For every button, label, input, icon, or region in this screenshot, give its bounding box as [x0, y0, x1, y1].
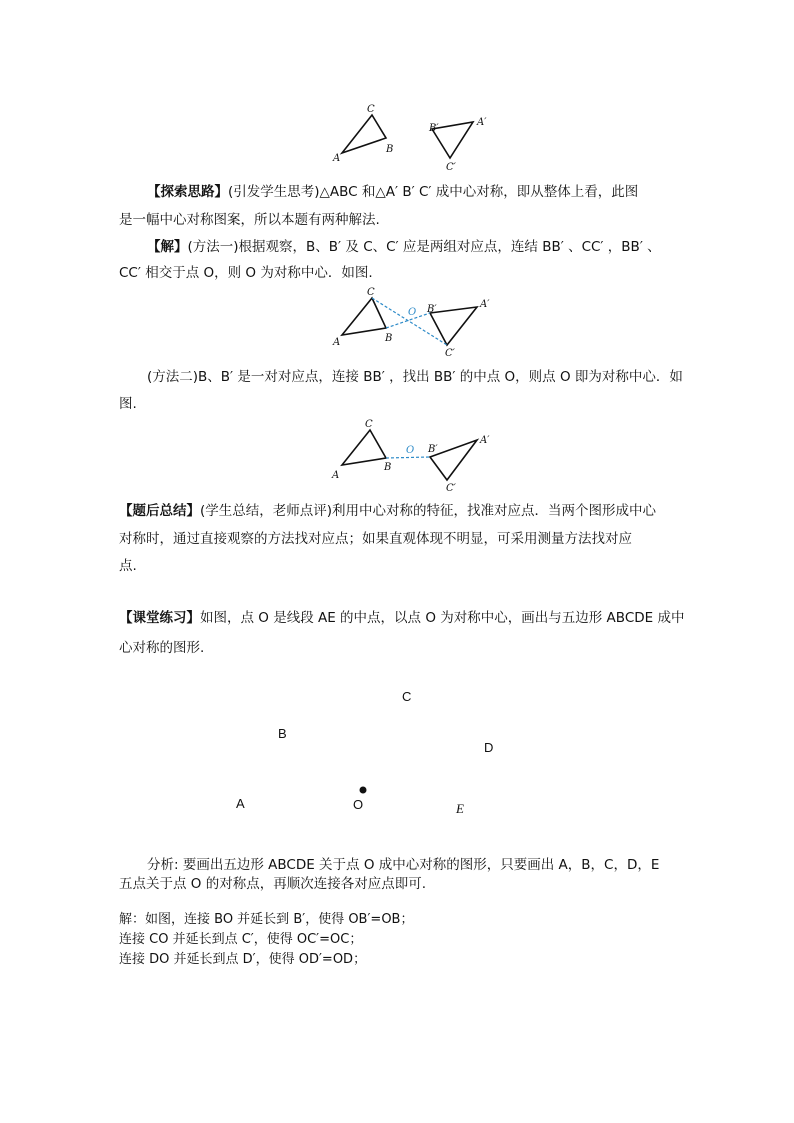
label-c-prime: C′	[446, 483, 456, 494]
point-b: B	[278, 726, 287, 741]
summary-heading: 【题后总结】	[119, 503, 200, 519]
summary-text: (学生总结，老师点评)利用中心对称的特征，找准对应点．当两个图形成中心	[200, 503, 657, 519]
answer-line-2: 连接 CO 并延长到点 C′，使得 OC′=OC；	[119, 932, 363, 947]
label-a: A	[333, 153, 341, 164]
label-a: A	[332, 470, 340, 481]
explore-heading: 【探索思路】	[147, 184, 228, 200]
solution-line-2: CC′ 相交于点 O，则 O 为对称中心．如图.	[119, 265, 373, 281]
label-a-prime: A′	[477, 117, 487, 128]
label-b-prime: B′	[427, 304, 437, 315]
practice-line-2: 心对称的图形.	[119, 640, 205, 656]
label-b: B	[385, 333, 393, 344]
solution-text: (方法一)根据观察，B、B′ 及 C、C′ 应是两组对应点，连结 BB′ 、CC′ ，BB′ 、	[187, 239, 661, 255]
method2-line-2: 图.	[119, 396, 137, 412]
label-o: O	[408, 307, 417, 318]
point-a: A	[236, 796, 245, 811]
analysis-line-1: 分析: 要画出五边形 ABCDE 关于点 O 成中心对称的图形，只要画出 A，B，C，D，E	[147, 857, 660, 873]
point-o: O	[353, 797, 364, 812]
summary-line-3: 点.	[119, 558, 137, 574]
label-c: C	[367, 287, 375, 298]
point-o-dot	[360, 787, 367, 794]
label-a: A	[333, 337, 341, 348]
solution-heading: 【解】	[147, 239, 188, 255]
analysis-line-2: 五点关于点 O 的对称点，再顺次连接各对应点即可.	[119, 876, 426, 892]
label-o: O	[406, 445, 415, 456]
answer-line-1: 解：如图，连接 BO 并延长到 B′，使得 OB′=OB；	[119, 912, 414, 927]
point-e: E	[456, 801, 464, 816]
label-b-prime: B′	[428, 444, 438, 455]
label-b-prime: B′	[429, 123, 439, 134]
label-b: B	[384, 462, 392, 473]
practice-text: 如图，点 O 是线段 AE 的中点，以点 O 为对称中心，画出与五边形 ABCDE 成中	[200, 610, 685, 626]
answer-line-3: 连接 DO 并延长到点 D′，使得 OD′=OD；	[119, 952, 367, 967]
point-c: C	[402, 689, 412, 704]
method2-line-1: (方法二)B、B′ 是一对对应点，连接 BB′ ，找出 BB′ 的中点 O，则点 O 即为对称中心．如	[147, 369, 683, 385]
explore-text: (引发学生思考)△ABC 和△A′ B′ C′ 成中心对称，即从整体上看，此图	[228, 184, 639, 200]
summary-line-2: 对称时，通过直接观察的方法找对应点；如果直观体现不明显，可采用测量方法找对应	[119, 531, 632, 547]
point-d: D	[484, 740, 494, 755]
label-c: C	[367, 104, 375, 115]
practice-heading: 【课堂练习】	[119, 610, 200, 626]
explore-line-2: 是一幅中心对称图案，所以本题有两种解法.	[119, 212, 380, 228]
label-b: B	[386, 144, 394, 155]
label-a-prime: A′	[480, 435, 490, 446]
label-c: C	[365, 419, 373, 430]
label-c-prime: C′	[445, 348, 455, 359]
label-a-prime: A′	[480, 299, 490, 310]
label-c-prime: C′	[446, 162, 456, 173]
